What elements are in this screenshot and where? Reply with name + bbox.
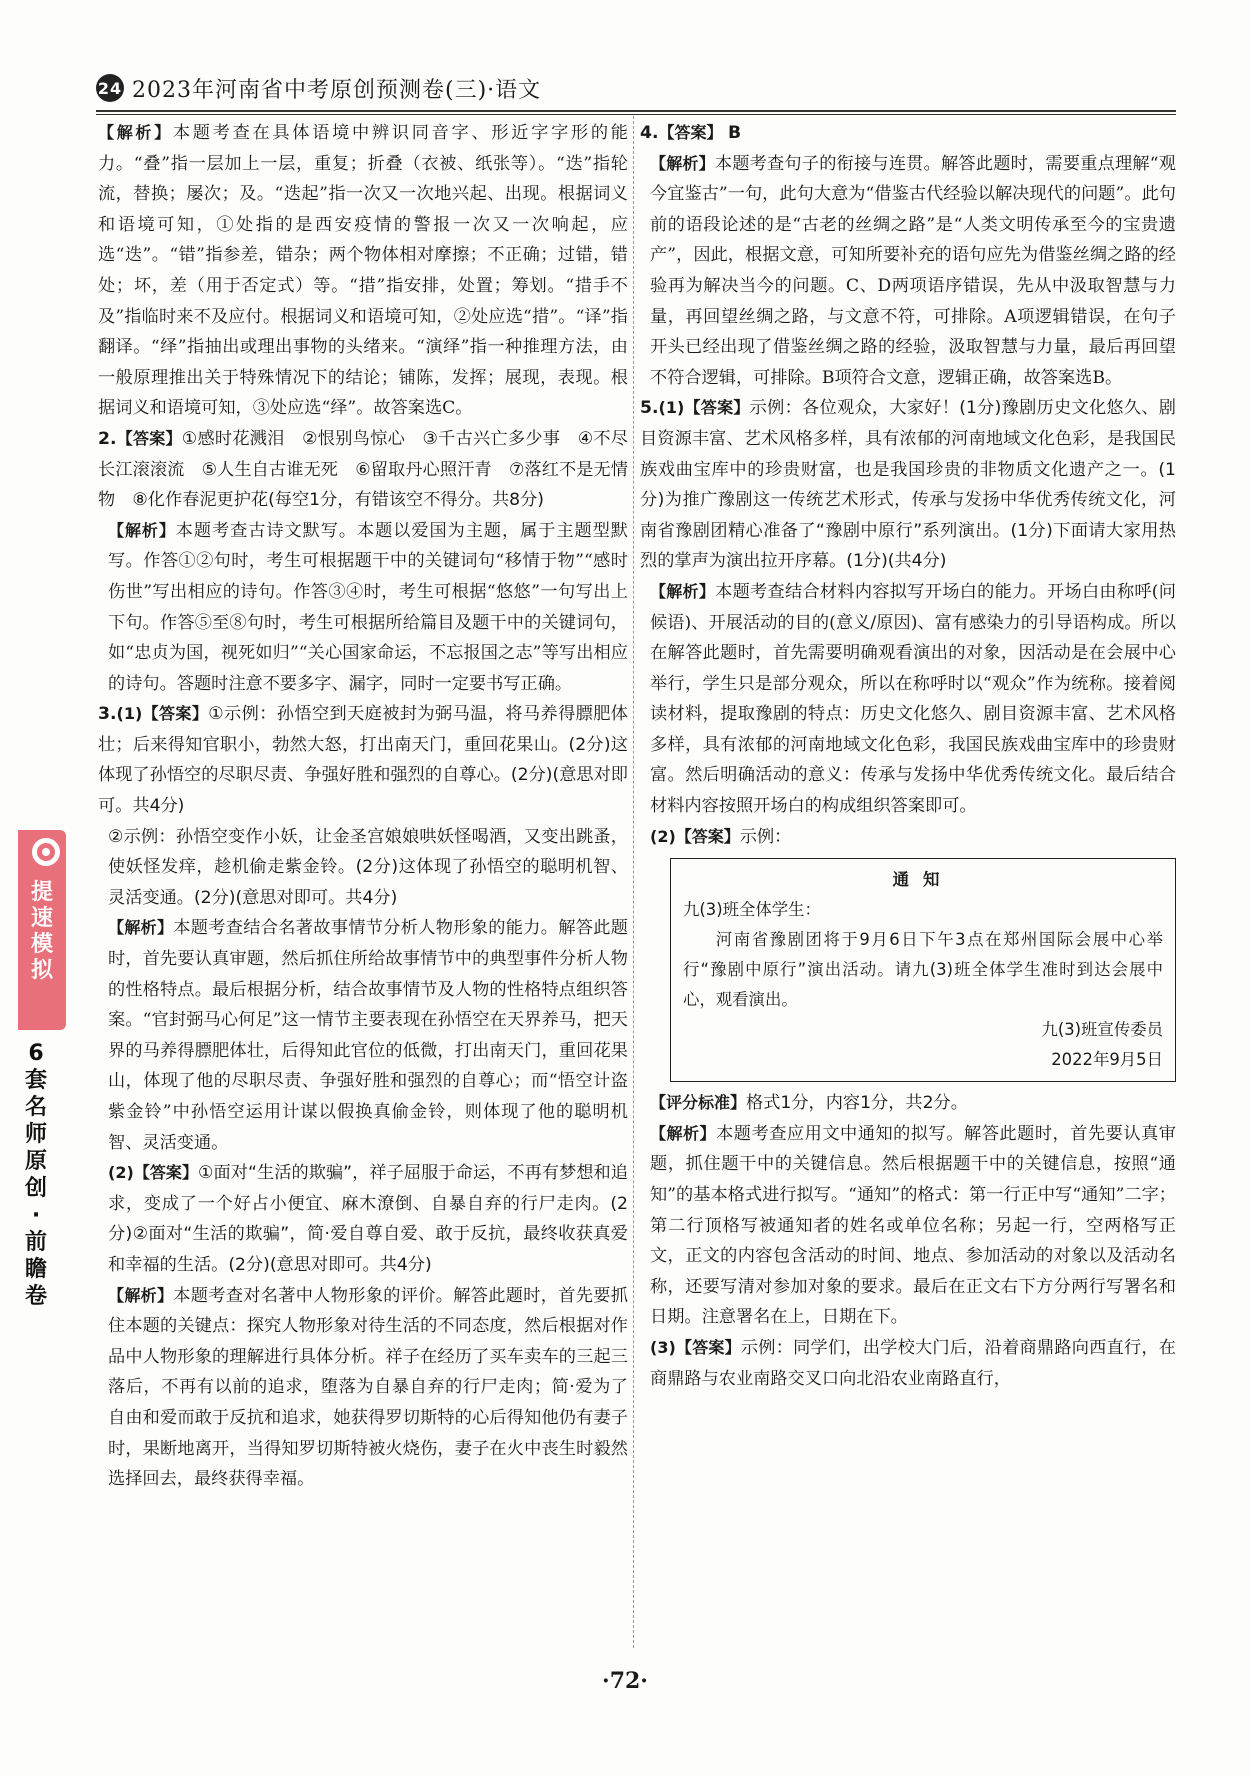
q4-answer: 4.【答案】 B <box>640 123 742 143</box>
right-column <box>640 118 1176 1648</box>
q3-1-answer-b: ②示例：孙悟空变作小妖，让金圣宫娘娘哄妖怪喝酒，又变出跳蚤，使妖怪发痒，趁机偷走紫金铃。(2分)这体现了孙悟空的聪明机智、灵活变通。(2分)(意思对即可。共4分) <box>108 826 628 908</box>
q5-1-answer: 5.(1)【答案】示例：各位观众，大家好！(1分)豫剧历史文化悠久、剧目资源丰富、艺术风格多样，具有浓郁的河南地域文化色彩，是我国民族戏曲宝库中的珍贵财富，也是我国珍贵的非物质文化遗产之一。(1分)为推广豫剧这一传统艺术形式，传承与发扬中华优秀传统文化，河南省豫剧团精心准备了“豫剧中原行”系列演出。(1分)下面请大家用热烈的掌声为演出拉开序幕。(1分)(共4分) <box>640 398 1176 572</box>
q5-2-analysis: 【解析】本题考查应用文中通知的拟写。解答此题时，首先要认真审题，抓住题干中的关键信息。然后根据题干中的关键信息，按照“通知”的基本格式进行拟写。“通知”的格式：第一行正中写“通知”二字；第二行顶格写被通知者的姓名或单位名称；另起一行，空两格写正文，正文的内容包含活动的时间、地点、参加活动的对象以及活动名称，还要写清对参加对象的要求。最后在正文右下方分两行写署名和日期。注意署名在上，日期在下。 <box>650 1123 1176 1328</box>
q5-3-answer: (3)【答案】示例：同学们，出学校大门后，沿着商鼎路向西直行，在商鼎路与农业南路交叉口向北沿农业南路直行， <box>650 1338 1176 1389</box>
notice-signature: 九(3)班宣传委员 <box>1041 1020 1163 1040</box>
q1-analysis: 【解析】本题考查在具体语境中辨识同音字、形近字字形的能力。“叠”指一层加上一层，重复；折叠（衣被、纸张等）。“迭”指轮流，替换；屡次；及。“迭起”指一次又一次地兴起、出现。根据词义和语境可知，①处指的是西安疫情的警报一次又一次响起，应选“迭”。“错”指参差，错杂；两个物体相对摩擦；不正确；过错，错处；坏，差（用于否定式）等。“措”指安排，处置；筹划。“措手不及”指临时来不及应付。根据词义和语境可知，②处应选“措”。“译”指翻译。“绎”指抽出或理出事物的头绪来。“演绎”指一种推理方法，由一般原理推出关于特殊情况下的结论；铺陈，发挥；展现，表现。根据词义和语境可知，③处应选“绎”。故答案选C。 <box>98 123 628 419</box>
q3-1-answer: 3.(1)【答案】①示例：孙悟空到天庭被封为弼马温，将马养得膘肥体壮；后来得知官职小，勃然大怒，打出南天门，重回花果山。(2分)这体现了孙悟空的尽职尽责、争强好胜和强烈的自尊心。(2分)(意思对即可。共4分) <box>98 704 628 817</box>
page-number: ·72· <box>602 1668 648 1694</box>
exam-number-badge: 24 <box>96 74 124 102</box>
q3-2-analysis: 【解析】本题考查对名著中人物形象的评价。解答此题时，首先要抓住本题的关键点：探究人物形象对待生活的不同态度，然后根据对作品中人物形象的理解进行具体分析。祥子在经历了买车卖车的三起三落后，不再有以前的追求，堕落为自暴自弃的行尸走肉；简·爱为了自由和爱而敢于反抗和追求，她获得罗切斯特的心后得知他仍有妻子时，果断地离开，当得知罗切斯特被火烧伤，妻子在火中丧生时毅然选择回去，最终获得幸福。 <box>108 1285 628 1490</box>
q3-2-answer: (2)【答案】①面对“生活的欺骗”，祥子屈服于命运，不再有梦想和追求，变成了一个好占小便宜、麻木潦倒、自暴自弃的行尸走肉。(2分)②面对“生活的欺骗”，简·爱自尊自爱、敢于反抗，最终收获真爱和幸福的生活。(2分)(意思对即可。共4分) <box>108 1163 628 1275</box>
side-tab-text: 提速模拟 <box>30 880 53 983</box>
header-rule-thin <box>96 114 1176 115</box>
q2-answer: 2.【答案】①感时花溅泪 ②恨别鸟惊心 ③千古兴亡多少事 ④不尽长江滚滚流 ⑤人生自古谁无死 ⑥留取丹心照汗青 ⑦落红不是无情物 ⑧化作春泥更护花(每空1分，有错该空不得分。共8分) <box>98 428 628 511</box>
q5-2-answer: (2)【答案】示例： <box>650 826 792 847</box>
target-icon <box>32 838 60 866</box>
header-title: 2023年河南省中考原创预测卷(三)·语文 <box>132 77 542 103</box>
left-column <box>98 118 628 1648</box>
series-vertical-text: 6套名师原创·前瞻卷 <box>24 1041 47 1309</box>
header-rule <box>96 110 1176 112</box>
q4-analysis: 【解析】本题考查句子的衔接与连贯。解答此题时，需要重点理解“观今宜鉴古”一句，此句大意为“借鉴古代经验以解决现代的问题”。此句前的语段论述的是“古老的丝绸之路”是“人类文明传承至今的宝贵遗产”，因此，根据文意，可知所要补充的语句应先为借鉴丝绸之路的经验再为解决当今的问题。C、D两项语序错误，先从中汲取智慧与力量，再回望丝绸之路，与文意不符，可排除。A项逻辑错误，在句子开头已经出现了借鉴丝绸之路的经验，汲取智慧与力量，最后再回望不符合逻辑，可排除。B项符合文意，逻辑正确，故答案选B。 <box>650 153 1176 388</box>
q3-1-analysis: 【解析】本题考查结合名著故事情节分析人物形象的能力。解答此题时，首先要认真审题，然后抓住所给故事情节中的典型事件分析人物的性格特点。最后根据分析，结合故事情节及人物的性格特点组织答案。“官封弼马心何足”这一情节主要表现在孙悟空在天界养马，把天界的马养得膘肥体壮，后得知此官位的低微，打出南天门，重回花果山，体现了他的尽职尽责、争强好胜和强烈的自尊心；而“悟空计盗紫金铃”中孙悟空运用计谋以假换真偷金铃，则体现了他的聪明机智、灵活变通。 <box>108 918 628 1153</box>
q5-1-analysis: 【解析】本题考查结合材料内容拟写开场白的能力。开场白由称呼(问候语)、开展活动的目的(意义/原因)、富有感染力的引导语构成。所以在解答此题时，首先需要明确观看演出的对象，因活动是在会展中心举行，学生只是部分观众，所以在称呼时以“观众”作为统称。接着阅读材料，提取豫剧的特点：历史文化悠久、剧目资源丰富、艺术风格多样，具有浓郁的河南地域文化色彩，我国民族戏曲宝库中的珍贵财富。然后明确活动的意义：传承与发扬中华优秀传统文化。最后结合材料内容按照开场白的构成组织答案即可。 <box>650 581 1176 817</box>
notice-date: 2022年9月5日 <box>1051 1050 1163 1070</box>
notice-title: 通知 <box>892 870 954 890</box>
page-header <box>96 68 1176 108</box>
column-divider <box>633 116 634 1648</box>
notice-box <box>670 858 1176 1082</box>
notice-body: 河南省豫剧团将于9月6日下午3点在郑州国际会展中心举行“豫剧中原行”演出活动。请九(3)班全体学生准时到达会展中心，观看演出。 <box>683 930 1163 1010</box>
q5-2-scoring: 【评分标准】格式1分，内容1分，共2分。 <box>650 1093 968 1114</box>
side-tab <box>18 830 66 1030</box>
q2-analysis: 【解析】本题考查古诗文默写。本题以爱国为主题，属于主题型默写。作答①②句时，考生可根据题干中的关键词句“移情于物”“感时伤世”写出相应的诗句。作答③④时，考生可根据“悠悠”一句写出上下句。作答⑤至⑧句时，考生可根据所给篇目及题干中的关键词句，如“忠贞为国，视死如归”“关心国家命运，不忘报国之志”等写出相应的诗句。答题时注意不要多字、漏字，同时一定要书写正确。 <box>108 520 628 694</box>
notice-recipient: 九(3)班全体学生： <box>683 900 821 920</box>
